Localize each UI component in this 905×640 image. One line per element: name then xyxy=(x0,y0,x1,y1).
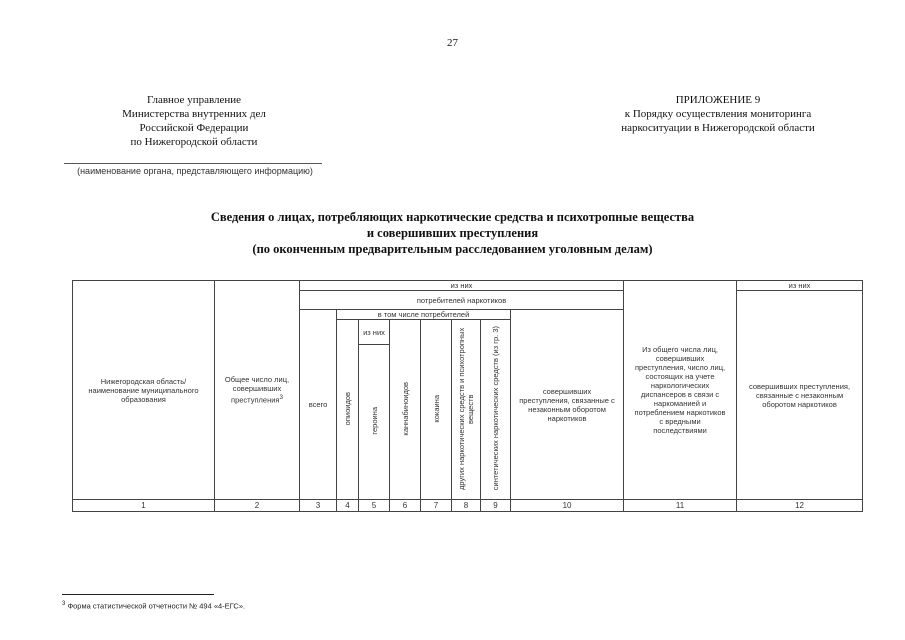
title-line: (по оконченным предварительным расследованием уголовным делам) xyxy=(252,242,653,256)
page-number: 27 xyxy=(447,37,458,49)
header-heroin-text: героина xyxy=(369,407,379,435)
header-including-users: в том числе потребителей xyxy=(337,310,511,320)
header-opioids xyxy=(337,320,359,500)
footnote-text: Форма статистической отчетности № 494 «4-ЕГС». xyxy=(67,601,246,611)
header-of-them-short: из них xyxy=(359,320,390,345)
org-line: Российской Федерации xyxy=(139,122,249,134)
column-number: 3 xyxy=(300,500,337,512)
header-other-drugs xyxy=(452,320,481,500)
header-of-them-right: из них xyxy=(737,281,863,291)
reporting-organization xyxy=(64,93,324,149)
header-total-persons xyxy=(215,281,300,500)
header-synthetic-text: синтетических наркотических средств (из гр. 3) xyxy=(491,326,500,491)
header-crimes-drug-users: совершивших преступления, связанные с незаконным оборотом наркотиков xyxy=(511,310,624,500)
header-opioids-text: опиоидов xyxy=(343,391,352,426)
header-cocaine xyxy=(421,320,452,500)
document-title xyxy=(0,209,905,257)
header-region: Нижегородская область/ наименование муниципального образования xyxy=(73,281,215,500)
org-line: по Нижегородской области xyxy=(130,136,258,148)
header-heroin xyxy=(359,345,390,500)
title-line: Сведения о лицах, потребляющих наркотические средства и психотропные вещества xyxy=(210,210,695,224)
org-line: Главное управление xyxy=(146,94,242,106)
column-number: 12 xyxy=(737,500,863,512)
header-other-drugs-text: других наркотических средств и психотропных веществ xyxy=(457,327,475,490)
footnote-mark: 3 xyxy=(62,601,66,607)
column-number: 5 xyxy=(359,500,390,512)
footnote-separator xyxy=(62,594,214,595)
header-drug-users: потребителей наркотиков xyxy=(300,291,624,310)
column-number: 10 xyxy=(511,500,624,512)
header-cocaine-text: кокаина xyxy=(431,394,441,423)
column-number: 11 xyxy=(624,500,737,512)
header-of-them: из них xyxy=(300,281,624,291)
footnote xyxy=(62,601,245,611)
header-cannabinoids xyxy=(390,320,421,500)
column-number-row xyxy=(73,500,863,512)
annex-line: наркоситуации в Нижегородской области xyxy=(621,122,815,134)
header-synthetic xyxy=(481,320,511,500)
column-number: 6 xyxy=(390,500,421,512)
header-registered: Из общего числа лиц, совершивших преступления, число лиц, состоящих на учете наркологических диспансеров в связи с наркоманией и потреблением наркотиков с вредными последствиями xyxy=(624,281,737,500)
header-crimes-registered: совершивших преступления, связанные с незаконным оборотом наркотиков xyxy=(737,291,863,500)
column-number: 9 xyxy=(481,500,511,512)
annex-header xyxy=(568,93,868,135)
header-cannabinoids-text: каннабиноидов xyxy=(400,381,410,436)
org-signature-line xyxy=(64,163,322,164)
column-number: 2 xyxy=(215,500,300,512)
header-total: всего xyxy=(300,310,337,500)
annex-title: ПРИЛОЖЕНИЕ 9 xyxy=(675,94,761,106)
org-line: Министерства внутренних дел xyxy=(122,108,266,120)
report-table-container xyxy=(72,280,862,512)
column-number: 7 xyxy=(421,500,452,512)
title-line: и совершивших преступления xyxy=(366,226,539,240)
org-caption: (наименование органа, представляющего информацию) xyxy=(77,166,313,176)
column-number: 4 xyxy=(337,500,359,512)
header-total-persons-text: Общее число лиц, совершивших преступления xyxy=(224,375,290,405)
annex-line: к Порядку осуществления мониторинга xyxy=(624,108,812,120)
report-table xyxy=(72,280,863,512)
footnote-ref: 3 xyxy=(279,394,283,402)
column-number: 8 xyxy=(452,500,481,512)
column-number: 1 xyxy=(73,500,215,512)
